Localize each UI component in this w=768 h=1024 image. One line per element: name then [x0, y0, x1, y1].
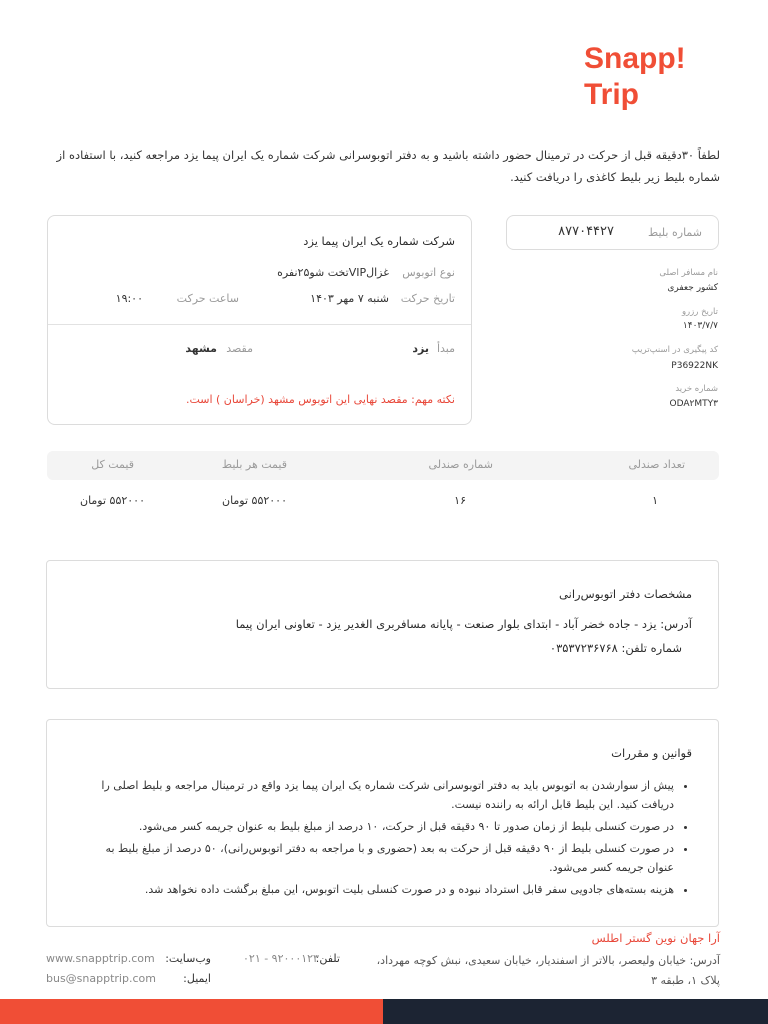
- footer-address: آدرس: خیابان ولیعصر، بالاتر از اسفندیار، خیابان سعیدی، نبش کوچه مهرداد، پلاک ۱، طبقه ۳: [376, 954, 720, 987]
- bus-company-name: شرکت شماره یک ایران پیما یزد: [303, 234, 455, 248]
- origin-value: یزد: [412, 342, 429, 355]
- trip-details-box: [47, 215, 472, 425]
- logo-line1: Snapp!: [584, 42, 686, 75]
- ticket-number-label: شماره بلیط: [648, 226, 702, 239]
- rule-item: • هزینه بسته‌های جادویی سفر قابل استرداد نبوده و در صورت کنسلی بلیت اتوبوس، این مبلغ برگشت داده نخواهد شد.: [93, 880, 674, 899]
- tracking-code-value: P36922NK: [671, 361, 718, 371]
- purchase-number-label: شماره خرید: [675, 384, 718, 394]
- purchase-number-value: ODA۲MTY۳: [669, 399, 718, 409]
- footer-phone-label: تلفن:: [315, 952, 340, 965]
- bus-type-label: نوع اتوبوس: [402, 266, 455, 279]
- header-unit-price: قیمت هر بلیط: [221, 458, 287, 471]
- footer-accent-bar: [0, 999, 383, 1024]
- cell-unit-price: ۵۵۲۰۰۰ تومان: [221, 494, 287, 507]
- tracking-code-label: کد پیگیری در اسنپ‌تریپ: [631, 345, 718, 355]
- important-note: نکته مهم: مقصد نهایی این اتوبوس مشهد (خراسان ) است.: [185, 393, 455, 406]
- footer-navy-bar: [383, 999, 768, 1024]
- rules-title: قوانین و مقررات: [611, 746, 692, 760]
- passenger-name-value: کشور جعفری: [667, 283, 718, 293]
- passenger-name-label: نام مسافر اصلی: [659, 268, 718, 278]
- origin-label: مبدأ: [436, 342, 455, 355]
- price-table-header: [47, 451, 719, 480]
- bus-office-box: [46, 560, 719, 689]
- departure-time-value: ۱۹:۰۰: [115, 292, 143, 305]
- departure-date-value: شنبه ۷ مهر ۱۴۰۳: [310, 292, 389, 305]
- header-total-price: قیمت کل: [91, 458, 134, 471]
- reserve-date-label: تاریخ رزرو: [681, 307, 718, 317]
- office-address: آدرس: یزد - جاده خضر آباد - ابتدای بلوار صنعت - پایانه مسافربری الغدیر یزد - تعاونی ایران پیما: [235, 617, 692, 631]
- departure-date-label: تاریخ حرکت: [400, 292, 455, 305]
- intro-text: لطفاً ۳۰دقیقه قبل از حرکت در ترمینال حضور داشته باشید و به دفتر اتوبوسرانی شرکت شماره یک ایران پیما یزد مراجعه کنید، با استفاده از شماره بلیط زیر بلیط کاغذی را دریافت کنید.: [56, 148, 720, 184]
- office-phone: شماره تلفن: ۰۳۵۳۷۲۳۶۷۶۸: [549, 641, 682, 655]
- footer-company-name: آرا جهان نوین گستر اطلس: [591, 931, 720, 945]
- header-seat-number: شماره صندلی: [428, 458, 493, 471]
- cell-seat-number: ۱۶: [454, 494, 466, 507]
- destination-label: مقصد: [226, 342, 253, 355]
- reserve-date-value: ۱۴۰۳/۷/۷: [682, 321, 718, 331]
- rules-box: [46, 719, 719, 927]
- snapptrip-logo: [584, 40, 724, 112]
- rule-item: • در صورت کنسلی بلیط از ۹۰ دقیقه قبل از حرکت به بعد (حضوری و با مراجعه به دفتر اتوبوس‌رانی)، ۵۰ درصد از مبلغ بلیط به عنوان جریمه کسر می‌شود.: [93, 839, 674, 877]
- ticket-number-box: [506, 215, 719, 250]
- bus-type-value: غزالVIPتخت شو۲۵نفره: [277, 266, 389, 279]
- destination-value: مشهد: [185, 342, 217, 355]
- footer-website-label: وب‌سایت:: [165, 952, 211, 965]
- logo-line2: Trip: [584, 78, 640, 111]
- cell-total-price: ۵۵۲۰۰۰ تومان: [79, 494, 145, 507]
- footer-phone-value: ۰۲۱ - ۹۲۰۰۰۱۲۳: [243, 952, 319, 965]
- rule-item: • در صورت کنسلی بلیط از زمان صدور تا ۹۰ دقیقه قبل از حرکت، ۱۰ درصد از مبلغ بلیط به عنوان جریمه کسر می‌شود.: [93, 817, 674, 836]
- footer-email-label: ایمیل:: [183, 972, 211, 985]
- header-seat-count: تعداد صندلی: [628, 458, 685, 471]
- office-title: مشخصات دفتر اتوبوس‌رانی: [559, 587, 692, 601]
- footer-website-link[interactable]: www.snapptrip.com: [46, 952, 155, 965]
- trip-divider: [48, 324, 471, 325]
- cell-seat-count: ۱: [652, 494, 658, 507]
- rules-list: [93, 776, 692, 902]
- rule-item: • پیش از سوارشدن به اتوبوس باید به دفتر اتوبوسرانی شرکت شماره یک ایران پیما یزد واقع در ترمینال مراجعه و بلیط اصلی را دریافت کنید. این بلیط قابل ارائه به راننده نیست.: [93, 776, 674, 814]
- ticket-number-value: ۸۷۷۰۴۴۲۷: [558, 224, 614, 239]
- departure-time-label: ساعت حرکت: [176, 292, 239, 305]
- footer-email-link[interactable]: bus@snapptrip.com: [46, 972, 156, 985]
